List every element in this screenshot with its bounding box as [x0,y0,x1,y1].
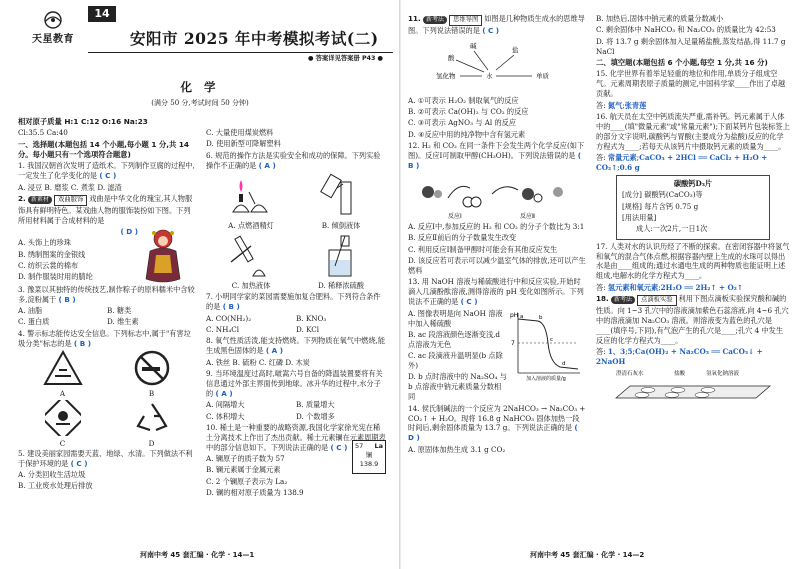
q10-option-d: D. 镧的相对原子质量为 138.9 [206,488,304,498]
q13-stem: 13. 用 NaOH 溶液与稀硫酸进行中和反应实验,开始时滴入几滴酚酞溶液,测得溶液的 pH 变化如图所示。下列说法不正确的是 [408,277,584,307]
ph-curve-chart [508,309,584,381]
right-footer: 河南中考 45 套汇编 · 化学 · 14—2 [530,551,645,560]
spot-plate-diagram [596,368,790,402]
q13-option-c: C. ac 段滴液升温明显(b 点除外) [408,351,503,371]
question-4 [18,329,196,449]
subject-title: 化 学 [180,80,220,94]
q2-option-a: A. 头饰上的珍珠 [18,238,71,248]
q12-answer: ( B ) [408,150,582,170]
recycle-icon [134,400,170,436]
svg-text:水: 水 [486,71,493,80]
q13-option-d: D. b 点时溶液中的 Na₂SO₄ 与 b 点溶液中钠元素质量分数相同 [408,372,507,402]
svg-text:7: 7 [511,339,515,347]
atomic-masses-2: Cl:35.5 Ca:40 [18,128,68,138]
q7-stem: 7. 小明同学家的菜园需要施加复合肥料。下列符合条件的是 [206,292,381,312]
exam-title: 安阳市 2025 年中考模拟考试(二) [130,29,379,48]
q18-answer-3: Ca(OH)₂ + Na₂CO₃ ══ CaCO₃↓ + 2NaOH [596,346,763,366]
question-16: 16. 航天员在太空中钙质流失严重,需补钙。钙元素属于人体中的____(填"微量元素"或"常量元素");下面某钙片包装标签上的部分文字说明,碳酸钙与胃酸(主要成分为盐酸)反应的化学方程式为____;若每天从该钙片中摄取钙元素的质量为____。 答: 常量元素;CaCO₃ + 2HCl ══ CaCl₂ + H₂O + CO₂↑;0.6 g 碳酸钙D₃片 [成分] 碳酸钙(CaCO₃)等 [规格] 每片含钙 0.75 g [用法用量] 成人:一次2片,一日1次 [596,112,790,240]
q12-option-a: A. 反应Ⅰ中,参加反应的 H₂ 和 CO₂ 的分子个数比为 3:1 [408,222,585,232]
q8-options: A. 铁丝 B. 硫粉 C. 红磷 D. 木炭 [206,357,310,367]
q2-tag-new: 新素材 [28,196,52,204]
q13-answer: ( C ) [460,297,478,307]
question-17: 17. 人类对水的认识历经了不断的探索。在密闭容器中将氢气和氧气的混合气体点燃,根据容器内壁上生成的水珠可以得出水是由____组成的;通过水通电生成的两种物质也能证明上述组成,电解水的化学方程式为____。 答: 氢元素和氧元素;2H₂O ══ 2H₂↑ + O₂↑ [596,241,790,292]
right-page [400,0,800,569]
q4-sign-a: A [18,350,107,399]
q10-option-b: B. 镧元素属于金属元素 [206,465,281,475]
q7-option-d: D. KCl [296,325,320,335]
q4-sign-c: C [18,400,107,449]
brand-name: 天星教育 [32,33,74,45]
q5-option-c: C. 大量使用煤炭燃料 [206,128,274,137]
svg-text:氢氧化钠溶液: 氢氧化钠溶液 [706,371,740,378]
q9-option-d: D. 个数增多 [296,411,335,421]
calcium-label-box: 碳酸钙D₃片 [成分] 碳酸钙(CaCO₃)等 [规格] 每片含钙 0.75 g [用法用量] 成人:一次2片,一日1次 [616,175,770,240]
reaction-diagram [408,172,586,222]
question-8 [206,336,386,367]
alcohol-lamp-icon [221,172,281,218]
q12-option-d: D. 该反应若可表示可以减少温室气体的排放,还可以产生燃料 [408,256,586,276]
q12-option-c: C. 利用反应Ⅰ制备甲醇时可能会有其他反应发生 [408,244,558,254]
q15-answer-2: 张青莲 [624,100,647,110]
q2-stem: 戏曲是中华文化的瑰宝,其人物服饰具有鲜明特色。某戏曲人物的服饰装扮如下图。下列所用材料属于合成材料的是 [18,193,193,225]
q18-tag-topic: 点滴板实验 [637,295,676,306]
q18-answer-2: 5 [627,346,633,356]
opera-figure-image [138,227,188,285]
question-7 [206,292,386,336]
q10-option-c: C. 2 个镧原子表示为 La₂ [206,476,288,486]
q1-stem: 1. 我国汉朝首次发明了造纸术。下列制作豆腐的过程中,一定发生了化学变化的是 [18,161,195,181]
svg-text:c: c [550,336,554,343]
svg-text:pH: pH [510,311,519,319]
q14-stem: 14. 侯氏制碱法的一个反应为 2NaHCO₃ → Na₂CO₃ + CO₂↑ + H₂O。现将 16.8 g NaHCO₃ 固体加热一段时间后,剩余固体质量为 13.7 g。下列说法正确的是 [408,403,586,433]
q3-option-d: D. 维生素 [107,317,139,327]
no-smoking-icon [134,350,170,386]
svg-text:氢化物: 氢化物 [436,71,456,80]
question-13 [408,277,586,403]
dilute-acid-icon [311,232,371,278]
element-card-la: 57 La 镧 138.9 [352,440,386,474]
exam-info: (满分 50 分,考试时间 50 分钟) [151,99,249,107]
svg-text:反应Ⅱ: 反应Ⅱ [520,213,535,221]
q1-answer: ( C ) [99,171,117,181]
q7-answer: ( B ) [222,302,240,312]
q4-answer: ( B ) [73,338,91,348]
q9-option-b: B. 质量增大 [296,400,335,410]
question-12 [408,141,586,276]
question-3 [18,285,196,329]
q11-option-b: B. ②可表示 Ca(OH)₂ 与 CO₂ 的反应 [408,106,529,116]
svg-text:d: d [562,360,566,367]
q11-option-a: A. ①可表示 H₂O₂ 制取氧气的反应 [408,95,519,105]
svg-text:酸: 酸 [448,53,455,62]
q7-option-a: A. CO(NH₂)₂ [206,313,252,323]
q8-answer: ( A ) [265,346,283,356]
brand-logo [24,10,82,46]
left-column-1 [18,117,196,493]
q5-option-d: D. 使用新型可降解塑料 [206,139,281,149]
q5-stem: 5. 建设美丽家园需要天蓝、地绿、水清。下列做法不利于保护环境的是 [18,448,193,468]
q3-option-c: C. 蛋白质 [18,317,50,327]
q11-tag-new: 新考法 [423,16,447,24]
q17-stem: 17. 人类对水的认识历经了不断的探索。在密闭容器中将氢气和氧气的混合气体点燃,根据容器内壁上生成的水珠可以得出水是由____组成的;通过水通电生成的两种物质也能证明上述组成,电解水的化学方程式为____。 [596,241,790,281]
q6-answer: ( A ) [258,160,276,170]
mind-map-diagram [408,38,586,94]
corrosive-warning-icon [43,350,83,386]
q7-option-b: B. KNO₃ [296,313,327,323]
question-10 [206,423,386,500]
q11-stem: 如图是几种物质生成水的思维导图。下列说法错误的是 [408,14,585,35]
q10-option-a: A. 镧原子的质子数为 57 [206,454,285,464]
title-rule [88,52,393,53]
q9-stem: 9. 当环境温度过高时,啵嵩六号自备的降温装置要将有关信息通过外部主界面传到地球。冰升华的过程中,水分子的 [206,368,383,398]
right-column-1 [408,14,586,456]
q9-answer: ( A ) [215,388,233,398]
q15-answer-1: 氮气 [607,100,623,110]
q14-option-a: A. 原固体加热生成 3.1 g CO₂ [408,444,506,454]
q17-answer-2: 2H₂O ══ 2H₂↑ + O₂↑ [660,282,743,292]
q15-stem: 15. 化学世界有着举足轻重的地位和作用,单质分子组成空气。元素周期表原子质量的测定,中国科学家____作出了卓越贡献。 [596,69,786,99]
q18-tag-new: 新考法 [611,296,635,304]
q6-figure-b: B. 倾倒液体 [296,172,386,232]
question-15: 15. 化学世界有着举足轻重的地位和作用,单质分子组成空气。元素周期表原子质量的测定,中国科学家____作出了卓越贡献。 答: 氮气;张青莲 [596,69,790,110]
q18-stem: 利用下图点滴板实验探究酸和碱的性质。向 1~3 孔穴中的溶液滴加紫色石蕊溶液,向 4~6 孔穴中的溶液滴加 Na₂CO₃ 溶液。则溶液变为蓝色的孔穴是____(填序号,下同),有气泡产生的孔穴是____;孔穴 4 中发生反应的化学方程式为____。 [596,294,789,345]
section-2-heading: 二、填空题(本题包括 6 个小题,每空 1 分,共 16 分) [596,57,768,67]
q2-option-c: C. 纺织云裳的棉布 [18,260,79,270]
question-18: 18. 新考法 点滴板实验 利用下图点滴板实验探究酸和碱的性质。向 1~3 孔穴中的溶液滴加紫色石蕊溶液,向 4~6 孔穴中的溶液滴加 Na₂CO₃ 溶液。则溶液变为蓝色的孔穴是____(填序号,下同),有气泡产生的孔穴是____;孔穴 4 中发生反应的化学方程式为____。 答: 1、3;5;Ca(OH)₂ + Na₂CO₃ ══ CaCO₃↓ + 2NaOH 澄清石灰水 盐酸 氢氧化钠溶液 [596,294,790,402]
q10-answer: ( C ) [330,442,348,452]
q11-answer: ( C ) [482,25,500,35]
q13-option-a: A. 图像表明是向 NaOH 溶液中加入稀硫酸 [408,308,503,328]
svg-text:盐酸: 盐酸 [674,371,686,378]
question-9 [206,369,386,423]
q16-answer-1: 常量元素 [607,153,637,163]
q9-option-c: C. 体积增大 [206,411,245,421]
q3-stem: 3. 豫菜以其独特的传统技艺,制作粽子的原料糯米中含较多,淀粉属于 [18,284,195,304]
section-1-heading: 一、选择题(本题包括 14 个小题,每小题 1 分,共 14 分。每小题只有一个选项符合题意) [18,139,190,159]
q11-option-d: D. ④反应中用的纯净物中含有氢元素 [408,129,526,139]
atomic-masses: 相对原子质量 H:1 C:12 O:16 Na:23 [18,117,148,126]
svg-text:加入溶液的质量/g: 加入溶液的质量/g [526,375,566,381]
question-11: 11. 新考法 思维导图 如图是几种物质生成水的思维导图。下列说法错误的是 ( C ) 碱 盐 酸 氢化物 水 单质 A. ①可表示 H₂O₂ 制取氧气的反应 B. ②可表示 Ca(OH)₂ 与 CO₂ 的反应 C. ③可表示 AgNO₃ 与 Al 的反应 D. ④反应中用的纯净物中含有氢元素 [408,14,585,139]
q13-option-b: B. ac 段溶液颜色逐渐变浅,d 点溶液为无色 [408,329,501,349]
question-5 [18,449,196,492]
q2-option-d: D. 制作服装时用的腈纶 [18,272,93,282]
svg-text:盐: 盐 [512,45,519,54]
q5-option-b: B. 工业废水处理后排放 [18,481,93,491]
q3-option-b: B. 糖类 [107,306,132,316]
q9-option-a: A. 间隔增大 [206,400,245,410]
q3-answer: ( B ) [58,294,76,304]
question-14 [408,404,586,455]
q16-answer-2: CaCO₃ + 2HCl ══ CaCl₂ + H₂O + CO₂↑ [596,153,768,172]
question-1 [18,161,196,192]
q1-options: A. 浸豆 B. 磨浆 C. 煮浆 D. 滤渣 [18,182,122,192]
q2-tag-topic: 戏曲服饰 [54,195,87,206]
q4-sign-d: D [107,400,196,449]
q10-stem: 10. 稀土是一种重要的战略资源,我国化学家徐光宪在稀土分离技术上作出了杰出贡献。稀土元素镧在元素周期表中的部分信息如下。下列说法正确的是 [206,422,386,452]
q6-figure-c: C. 加热液体 [206,232,296,292]
question-2: 2. 新素材 戏曲服饰 戏曲是中华文化的瑰宝,其人物服饰具有鲜明特色。某戏曲人物的服饰装扮如下图。下列所用材料属于合成材料的是 ( D ) A. 头饰上的珍珠 B. 绣制图案的金银线 C. 纺织云裳的棉布 D. 制作服装时用的腈纶 [18,194,196,285]
left-footer: 河南中考 45 套汇编 · 化学 · 14—1 [140,551,255,560]
q18-answer-1: 1、3 [607,346,626,356]
svg-text:澄清石灰水: 澄清石灰水 [616,371,644,378]
svg-text:反应Ⅰ: 反应Ⅰ [448,213,462,221]
q11-option-c: C. ③可表示 AgNO₃ 与 Al 的反应 [408,118,517,128]
q2-option-b: B. 绣制图案的金银线 [18,249,86,259]
q6-figure-d: D. 稀释浓硫酸 [296,232,386,292]
svg-text:b: b [539,314,543,321]
q12-option-b: B. 反应Ⅱ前后的分子数量发生改变 [408,233,517,243]
q14-answer: ( D ) [408,423,578,443]
svg-text:单质: 单质 [536,71,549,80]
q14-option-d: D. 将 13.7 g 剩余固体加入足量稀盐酸,蒸发结晶,得 11.7 g NaCl [596,36,786,56]
q7-option-c: C. NH₄Cl [206,325,240,335]
q4-sign-b: B [107,350,196,399]
pour-liquid-icon [311,172,371,218]
q2-answer: ( D ) [120,226,138,236]
q6-stem: 6. 规范的操作方法是实验安全和成功的保障。下列实验操作不正确的是 [206,150,381,170]
svg-text:a: a [520,313,524,320]
q5-answer: ( C ) [70,458,88,468]
heat-liquid-icon [221,232,281,278]
q8-stem: 8. 氧气性质活泼,能支持燃烧。下列物质在氧气中燃烧,能生成黑色固体的是 [206,336,386,356]
header [18,6,390,72]
toxic-sign-icon [45,400,81,436]
left-column-2 [206,128,386,499]
q14-option-c: C. 剩余固体中 NaHCO₃ 和 Na₂CO₃ 的质量比为 42:53 [596,25,776,35]
question-6 [206,151,386,293]
answer-reference: ● 答案详见答案册 P43 ● [308,55,384,62]
q16-answer-3: 0.6 g [619,162,640,172]
svg-text:碱: 碱 [470,41,477,50]
q5-option-a: A. 分类回收生活垃圾 [18,470,86,480]
right-column-2 [596,14,790,402]
q6-figure-a: A. 点燃酒精灯 [206,172,296,232]
q11-tag-topic: 思维导图 [449,15,482,26]
page-badge: 14 [88,6,116,22]
q12-stem: 12. H₂ 和 CO₂ 在同一条件下会发生两个化学反应(如下图)。反应Ⅰ可制取甲醇(CH₃OH)。下列说法错误的是 [408,140,585,160]
q16-stem: 16. 航天员在太空中钙质流失严重,需补钙。钙元素属于人体中的____(填"微量元素"或"常量元素");下面某钙片包装标签上的部分文字说明,碳酸钙与胃酸(主要成分为盐酸)反应的化学方程式为____;若每天从该钙片中摄取钙元素的质量为____。 [596,111,790,151]
q17-answer-1: 氢元素和氧元素 [607,282,659,292]
q14-option-b: B. 加热后,固体中钠元素的质量分数减小 [596,14,724,23]
brand-logo-icon [40,10,66,30]
q3-option-a: A. 油脂 [18,306,43,316]
q4-stem: 4. 警示标志能传达安全信息。下列标志中,属于"有害垃圾分类"标志的是 [18,328,191,348]
